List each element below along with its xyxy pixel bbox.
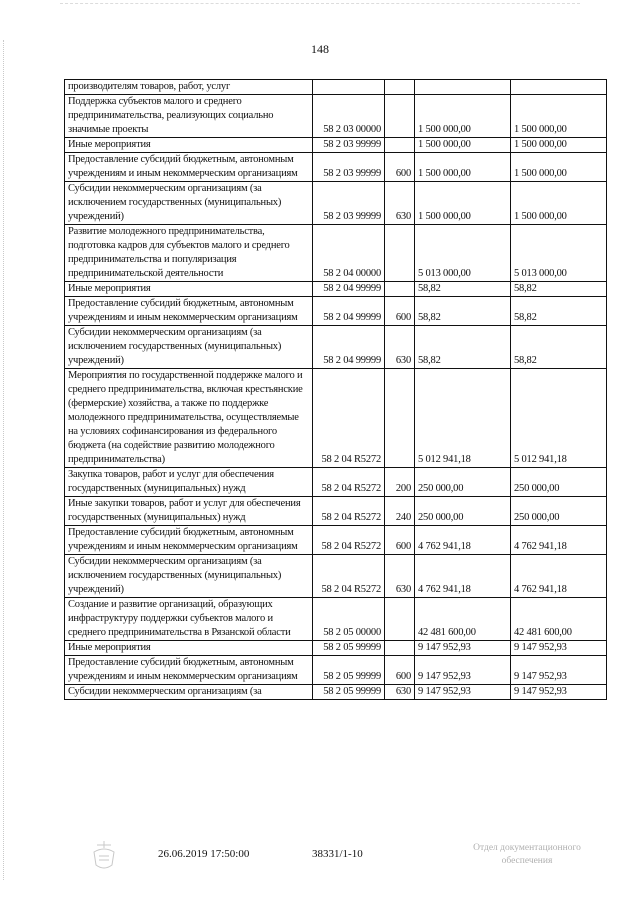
table-row — [65, 138, 607, 153]
row-amount-cell: 250 000,00 — [415, 468, 511, 497]
row-expense-type-cell: 240 — [385, 497, 415, 526]
row-amount-2-cell: 5 013 000,00 — [511, 225, 607, 282]
row-target-article-cell — [313, 80, 385, 95]
row-expense-type-cell: 630 — [385, 182, 415, 225]
row-amount-2-cell: 9 147 952,93 — [511, 656, 607, 685]
table-row — [65, 685, 607, 700]
row-amount-cell: 1 500 000,00 — [415, 138, 511, 153]
row-expense-type-cell: 600 — [385, 526, 415, 555]
row-expense-type-cell: 600 — [385, 656, 415, 685]
table-row — [65, 297, 607, 326]
row-target-article-cell: 58 2 03 99999 — [313, 153, 385, 182]
row-expense-type-cell — [385, 641, 415, 656]
row-amount-cell: 42 481 600,00 — [415, 598, 511, 641]
row-expense-type-cell — [385, 80, 415, 95]
row-expense-type-cell — [385, 598, 415, 641]
row-target-article-cell: 58 2 04 R5272 — [313, 369, 385, 468]
row-target-article-cell: 58 2 03 99999 — [313, 138, 385, 153]
row-target-article-cell: 58 2 04 99999 — [313, 297, 385, 326]
stamp-emblem-icon — [86, 838, 122, 874]
scan-top-marks — [60, 3, 580, 8]
row-target-article-cell: 58 2 04 00000 — [313, 225, 385, 282]
row-target-article-cell: 58 2 04 R5272 — [313, 555, 385, 598]
row-amount-cell: 1 500 000,00 — [415, 95, 511, 138]
row-name-cell: Субсидии некоммерческим организациям (за исключением государственных (муниципальных) учреждений) — [65, 555, 313, 598]
row-expense-type-cell — [385, 369, 415, 468]
table-row — [65, 656, 607, 685]
row-amount-cell: 250 000,00 — [415, 497, 511, 526]
row-name-cell: Субсидии некоммерческим организациям (за исключением государственных (муниципальных) учреждений) — [65, 182, 313, 225]
row-amount-2-cell: 4 762 941,18 — [511, 526, 607, 555]
row-expense-type-cell — [385, 95, 415, 138]
row-amount-2-cell: 1 500 000,00 — [511, 182, 607, 225]
row-expense-type-cell: 600 — [385, 297, 415, 326]
table-row — [65, 641, 607, 656]
row-amount-cell: 9 147 952,93 — [415, 685, 511, 700]
table-row — [65, 80, 607, 95]
row-expense-type-cell: 630 — [385, 326, 415, 369]
row-amount-cell: 58,82 — [415, 326, 511, 369]
table-row — [65, 598, 607, 641]
row-expense-type-cell: 630 — [385, 555, 415, 598]
row-name-cell: Мероприятия по государственной поддержке малого и среднего предпринимательства, включая крестьянские (фермерские) хозяйства, а также по поддержке молодежного предпринимательства, осуществляемые на условиях софинансирования из федерального бюджета (на содействие развитию молодежного предпринимательства) — [65, 369, 313, 468]
row-target-article-cell: 58 2 05 99999 — [313, 685, 385, 700]
row-amount-cell: 58,82 — [415, 297, 511, 326]
row-name-cell: Поддержка субъектов малого и среднего предпринимательства, реализующих социально значимые проекты — [65, 95, 313, 138]
row-amount-cell: 1 500 000,00 — [415, 182, 511, 225]
row-amount-2-cell: 58,82 — [511, 326, 607, 369]
row-name-cell: Закупка товаров, работ и услуг для обеспечения государственных (муниципальных) нужд — [65, 468, 313, 497]
row-amount-cell — [415, 80, 511, 95]
row-amount-2-cell: 250 000,00 — [511, 497, 607, 526]
row-amount-cell: 1 500 000,00 — [415, 153, 511, 182]
row-amount-2-cell: 9 147 952,93 — [511, 641, 607, 656]
scan-edge — [3, 40, 5, 880]
row-amount-2-cell: 42 481 600,00 — [511, 598, 607, 641]
row-amount-2-cell: 58,82 — [511, 282, 607, 297]
row-target-article-cell: 58 2 03 99999 — [313, 182, 385, 225]
row-target-article-cell: 58 2 05 99999 — [313, 656, 385, 685]
page-number: 148 — [311, 42, 329, 56]
row-expense-type-cell: 200 — [385, 468, 415, 497]
row-amount-cell: 58,82 — [415, 282, 511, 297]
row-amount-2-cell: 4 762 941,18 — [511, 555, 607, 598]
table-row — [65, 95, 607, 138]
row-amount-2-cell: 9 147 952,93 — [511, 685, 607, 700]
row-name-cell: Создание и развитие организаций, образующих инфраструктуру поддержки субъектов малого и среднего предпринимательства в Рязанской области — [65, 598, 313, 641]
row-target-article-cell: 58 2 05 99999 — [313, 641, 385, 656]
row-amount-2-cell: 1 500 000,00 — [511, 153, 607, 182]
row-amount-2-cell: 250 000,00 — [511, 468, 607, 497]
row-expense-type-cell — [385, 282, 415, 297]
table-row — [65, 225, 607, 282]
row-target-article-cell: 58 2 04 R5272 — [313, 497, 385, 526]
row-name-cell: Предоставление субсидий бюджетным, автономным учреждениям и иным некоммерческим организациям — [65, 656, 313, 685]
row-amount-2-cell: 1 500 000,00 — [511, 138, 607, 153]
row-name-cell: производителям товаров, работ, услуг — [65, 80, 313, 95]
row-name-cell: Субсидии некоммерческим организациям (за исключением государственных (муниципальных) учреждений) — [65, 326, 313, 369]
row-amount-cell: 5 012 941,18 — [415, 369, 511, 468]
row-target-article-cell: 58 2 05 00000 — [313, 598, 385, 641]
row-expense-type-cell — [385, 225, 415, 282]
table-row — [65, 555, 607, 598]
table-row — [65, 282, 607, 297]
row-amount-2-cell: 5 012 941,18 — [511, 369, 607, 468]
row-name-cell: Иные закупки товаров, работ и услуг для обеспечения государственных (муниципальных) нужд — [65, 497, 313, 526]
budget-table — [64, 79, 607, 700]
row-name-cell: Субсидии некоммерческим организациям (за — [65, 685, 313, 700]
row-expense-type-cell — [385, 138, 415, 153]
table-row — [65, 153, 607, 182]
row-expense-type-cell: 630 — [385, 685, 415, 700]
footer-doc-number: 38331/1-10 — [312, 848, 363, 860]
row-amount-cell: 9 147 952,93 — [415, 641, 511, 656]
budget-table-body — [65, 80, 607, 700]
row-amount-2-cell: 58,82 — [511, 297, 607, 326]
row-amount-2-cell: 1 500 000,00 — [511, 95, 607, 138]
row-expense-type-cell: 600 — [385, 153, 415, 182]
table-row — [65, 369, 607, 468]
row-name-cell: Предоставление субсидий бюджетным, автономным учреждениям и иным некоммерческим организациям — [65, 153, 313, 182]
row-name-cell: Развитие молодежного предпринимательства, подготовка кадров для субъектов малого и среднего предпринимательства и популяризация предпринимательской деятельности — [65, 225, 313, 282]
row-target-article-cell: 58 2 04 R5272 — [313, 468, 385, 497]
footer-datetime: 26.06.2019 17:50:00 — [158, 848, 250, 860]
row-amount-cell: 4 762 941,18 — [415, 555, 511, 598]
row-name-cell: Иные мероприятия — [65, 641, 313, 656]
row-name-cell: Иные мероприятия — [65, 138, 313, 153]
row-name-cell: Предоставление субсидий бюджетным, автономным учреждениям и иным некоммерческим организациям — [65, 297, 313, 326]
table-row — [65, 526, 607, 555]
row-target-article-cell: 58 2 04 99999 — [313, 282, 385, 297]
table-row — [65, 468, 607, 497]
table-row — [65, 326, 607, 369]
row-target-article-cell: 58 2 04 99999 — [313, 326, 385, 369]
row-name-cell: Предоставление субсидий бюджетным, автономным учреждениям и иным некоммерческим организациям — [65, 526, 313, 555]
row-amount-cell: 5 013 000,00 — [415, 225, 511, 282]
table-row — [65, 497, 607, 526]
row-amount-cell: 4 762 941,18 — [415, 526, 511, 555]
footer-stamp-text: Отдел документационного обеспечения — [473, 843, 581, 866]
row-name-cell: Иные мероприятия — [65, 282, 313, 297]
row-amount-cell: 9 147 952,93 — [415, 656, 511, 685]
row-amount-2-cell — [511, 80, 607, 95]
table-row — [65, 182, 607, 225]
row-target-article-cell: 58 2 03 00000 — [313, 95, 385, 138]
row-target-article-cell: 58 2 04 R5272 — [313, 526, 385, 555]
